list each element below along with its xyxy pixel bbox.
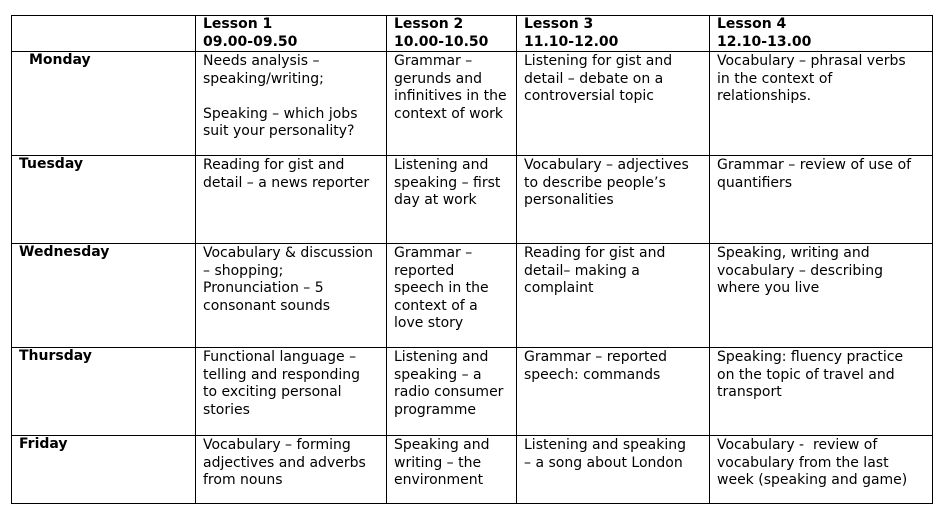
lesson-header-4 — [710, 16, 933, 52]
lesson-time: 10.00-10.50 — [394, 33, 489, 50]
cell-line: Functional language – — [203, 349, 357, 365]
lesson-cell — [387, 244, 517, 348]
cell-line: detail – debate on a — [524, 70, 664, 87]
cell-line: Pronunciation – 5 — [203, 280, 324, 296]
cell-line: speech: commands — [524, 366, 661, 383]
lesson-cell — [196, 348, 387, 436]
cell-line: to describe people’s — [524, 174, 666, 191]
cell-line: personalities — [524, 192, 614, 208]
timetable — [11, 15, 933, 504]
cell-line: Grammar – — [394, 53, 473, 69]
lesson-cell — [710, 348, 933, 436]
cell-line: detail – a news reporter — [203, 174, 370, 191]
cell-line: vocabulary – describing — [717, 262, 883, 279]
lesson-cell — [387, 156, 517, 244]
cell-line: gerunds and — [394, 70, 482, 87]
lesson-time: 12.10-13.00 — [717, 33, 812, 50]
cell-line: Vocabulary – forming — [203, 437, 351, 453]
lesson-cell — [517, 244, 710, 348]
lesson-time: 09.00-09.50 — [203, 33, 298, 50]
lesson-cell — [710, 52, 933, 156]
cell-line: Vocabulary – phrasal verbs — [717, 53, 906, 69]
lesson-cell — [710, 436, 933, 504]
cell-line: in the context of — [717, 70, 833, 87]
cell-line: radio consumer — [394, 384, 504, 400]
cell-line: infinitives in the — [394, 88, 507, 104]
lesson-cell — [517, 436, 710, 504]
lesson-cell — [387, 436, 517, 504]
cell-line: programme — [394, 401, 477, 418]
cell-line: Grammar – — [394, 245, 473, 261]
day-label-wednesday: Wednesday — [12, 244, 196, 348]
day-row-tuesday — [12, 156, 933, 244]
day-row-thursday — [12, 348, 933, 436]
cell-line: Reading for gist and — [524, 245, 666, 261]
cell-line: suit your personality? — [203, 123, 355, 139]
cell-line: speaking – first — [394, 174, 501, 191]
cell-line: – a song about London — [524, 454, 683, 471]
cell-line: love story — [394, 315, 464, 331]
cell-line: Needs analysis – — [203, 53, 320, 69]
cell-line: speaking/writing; — [203, 70, 324, 87]
lesson-header-3 — [517, 16, 710, 52]
lesson-name: Lesson 4 — [717, 16, 787, 32]
cell-line: stories — [203, 401, 250, 418]
cell-line: Speaking – which jobs — [203, 105, 358, 122]
cell-line: Listening and — [394, 349, 489, 365]
cell-line: Grammar – review of use of — [717, 157, 912, 173]
lesson-name: Lesson 3 — [524, 16, 594, 32]
lesson-cell — [517, 52, 710, 156]
cell-line: – shopping; — [203, 262, 284, 279]
cell-line: where you live — [717, 280, 820, 296]
cell-line: vocabulary from the last — [717, 454, 889, 471]
lesson-cell — [710, 244, 933, 348]
day-row-wednesday — [12, 244, 933, 348]
cell-line: consonant sounds — [203, 297, 331, 314]
day-label-monday: Monday — [12, 52, 196, 156]
lesson-cell — [196, 436, 387, 504]
cell-line: transport — [717, 384, 782, 400]
lesson-cell — [517, 348, 710, 436]
lesson-name: Lesson 1 — [203, 16, 273, 32]
lesson-cell — [387, 52, 517, 156]
header-row — [12, 16, 933, 52]
cell-line: context of work — [394, 105, 504, 122]
day-label-thursday: Thursday — [12, 348, 196, 436]
cell-line: day at work — [394, 192, 477, 208]
cell-line: Speaking, writing and — [717, 245, 870, 261]
cell-line: Speaking: fluency practice — [717, 349, 904, 365]
cell-line: Vocabulary – adjectives — [524, 157, 689, 173]
lesson-cell — [710, 156, 933, 244]
lesson-header-1 — [196, 16, 387, 52]
cell-line: Reading for gist and — [203, 157, 345, 173]
lesson-header-2 — [387, 16, 517, 52]
cell-line: reported — [394, 262, 455, 279]
cell-line: Speaking and — [394, 437, 490, 453]
lesson-time: 11.10-12.00 — [524, 33, 619, 50]
day-row-friday — [12, 436, 933, 504]
cell-line: Listening for gist and — [524, 53, 673, 69]
cell-line: adjectives and adverbs — [203, 454, 366, 471]
cell-line: Grammar – reported — [524, 349, 667, 365]
cell-line: Listening and speaking — [524, 437, 686, 453]
day-row-monday — [12, 52, 933, 156]
cell-line: on the topic of travel and — [717, 366, 895, 383]
lesson-name: Lesson 2 — [394, 16, 464, 32]
lesson-cell — [387, 348, 517, 436]
cell-line: telling and responding — [203, 366, 360, 383]
cell-line: relationships. — [717, 88, 812, 104]
day-label-tuesday: Tuesday — [12, 156, 196, 244]
cell-line: speaking – a — [394, 366, 482, 383]
cell-line: Vocabulary & discussion — [203, 245, 373, 261]
cell-line — [203, 88, 382, 106]
cell-line: context of a — [394, 297, 478, 314]
lesson-cell — [196, 156, 387, 244]
cell-line: Vocabulary - review of — [717, 437, 878, 453]
cell-line: Listening and — [394, 157, 489, 173]
lesson-cell — [196, 52, 387, 156]
cell-line: complaint — [524, 280, 594, 296]
lesson-cell — [196, 244, 387, 348]
cell-line: quantifiers — [717, 174, 793, 191]
corner-cell — [12, 16, 196, 52]
cell-line: speech in the — [394, 280, 489, 296]
cell-line: controversial topic — [524, 88, 654, 104]
day-label-friday: Friday — [12, 436, 196, 504]
cell-line: writing – the — [394, 454, 482, 471]
lesson-cell — [517, 156, 710, 244]
cell-line: detail– making a — [524, 262, 640, 279]
cell-line: to exciting personal — [203, 384, 342, 400]
cell-line: week (speaking and game) — [717, 472, 908, 488]
cell-line: from nouns — [203, 472, 283, 488]
cell-line: environment — [394, 472, 484, 488]
